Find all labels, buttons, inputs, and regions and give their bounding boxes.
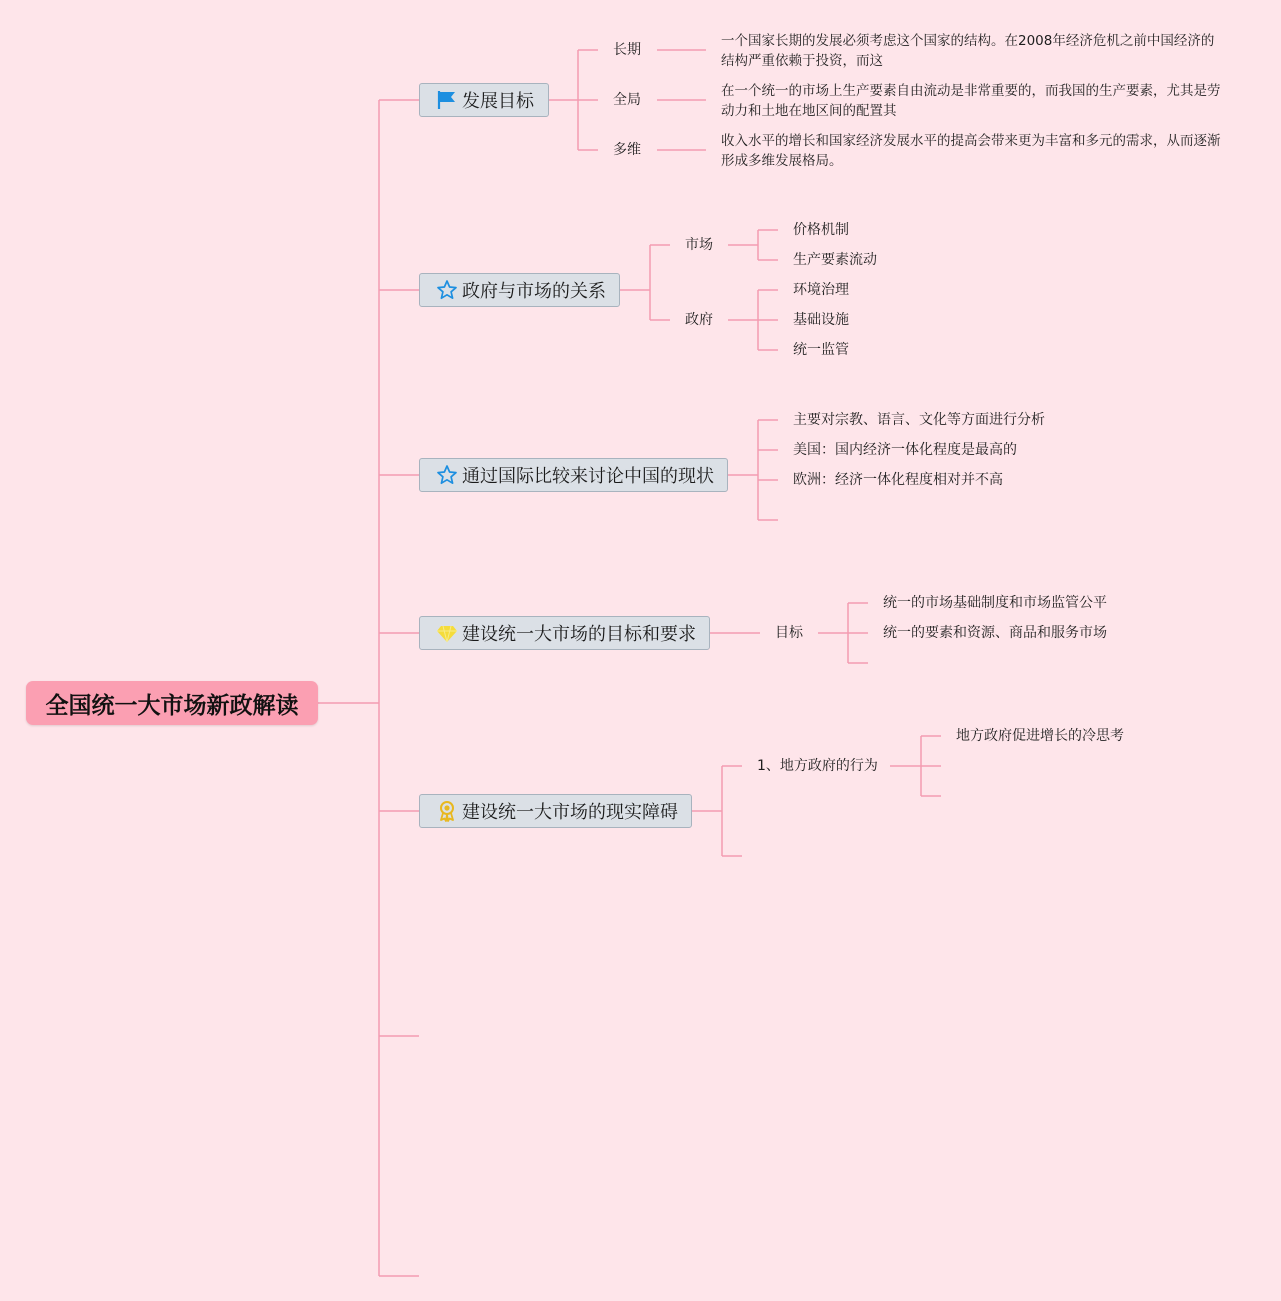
- detail-long-term: 一个国家长期的发展必须考虑这个国家的结构。在2008年经济危机之前中国经济的结构严重依赖于投资，而这: [721, 33, 1215, 69]
- topic-multidimensional[interactable]: 多维: [613, 142, 641, 158]
- diamond-icon: [436, 622, 458, 644]
- topic-market[interactable]: 市场: [685, 237, 713, 253]
- leaf-environment[interactable]: 环境治理: [793, 282, 849, 298]
- star-outline-icon: [436, 464, 458, 486]
- branch-label: 发展目标: [462, 91, 534, 112]
- leaf-analysis-aspects[interactable]: 主要对宗教、语言、文化等方面进行分析: [793, 412, 1045, 428]
- detail-multidimensional: 收入水平的增长和国家经济发展水平的提高会带来更为丰富和多元的需求，从而逐渐形成多维发展格局。: [721, 133, 1221, 169]
- topic-goal[interactable]: 目标: [775, 625, 803, 641]
- award-ribbon-icon: [436, 800, 458, 822]
- topic-government[interactable]: 政府: [685, 312, 713, 328]
- leaf-unified-supervision[interactable]: 统一监管: [793, 342, 849, 358]
- leaf-growth-reflection[interactable]: 地方政府促进增长的冷思考: [956, 728, 1124, 744]
- star-outline-icon: [436, 279, 458, 301]
- branch-label: 建设统一大市场的现实障碍: [462, 802, 678, 823]
- branch-label: 通过国际比较来讨论中国的现状: [462, 466, 714, 487]
- leaf-usa[interactable]: 美国：国内经济一体化程度是最高的: [793, 442, 1017, 458]
- leaf-factor-resources[interactable]: 统一的要素和资源、商品和服务市场: [883, 625, 1107, 641]
- branch-label: 建设统一大市场的目标和要求: [462, 624, 696, 645]
- leaf-europe[interactable]: 欧洲：经济一体化程度相对并不高: [793, 472, 1003, 488]
- topic-long-term[interactable]: 长期: [613, 42, 641, 58]
- branch-label: 政府与市场的关系: [462, 281, 606, 302]
- leaf-price-mechanism[interactable]: 价格机制: [793, 222, 849, 238]
- topic-local-government[interactable]: 1、地方政府的行为: [757, 758, 878, 774]
- branch-development-goals[interactable]: [419, 83, 549, 117]
- branch-goals-requirements[interactable]: [419, 616, 710, 650]
- detail-overall: 在一个统一的市场上生产要素自由流动是非常重要的，而我国的生产要素，尤其是劳动力和土地在地区间的配置其: [721, 83, 1221, 119]
- topic-overall[interactable]: 全局: [613, 92, 641, 108]
- leaf-factor-flow[interactable]: 生产要素流动: [793, 252, 877, 268]
- branch-international-comparison[interactable]: [419, 458, 728, 492]
- branch-practical-obstacles[interactable]: [419, 794, 692, 828]
- leaf-infrastructure[interactable]: 基础设施: [793, 312, 849, 328]
- root-node[interactable]: [26, 681, 318, 725]
- branch-government-market[interactable]: [419, 273, 620, 307]
- leaf-market-system[interactable]: 统一的市场基础制度和市场监管公平: [883, 595, 1107, 611]
- flag-icon: [436, 89, 458, 111]
- root-title: 全国统一大市场新政解读: [45, 692, 299, 719]
